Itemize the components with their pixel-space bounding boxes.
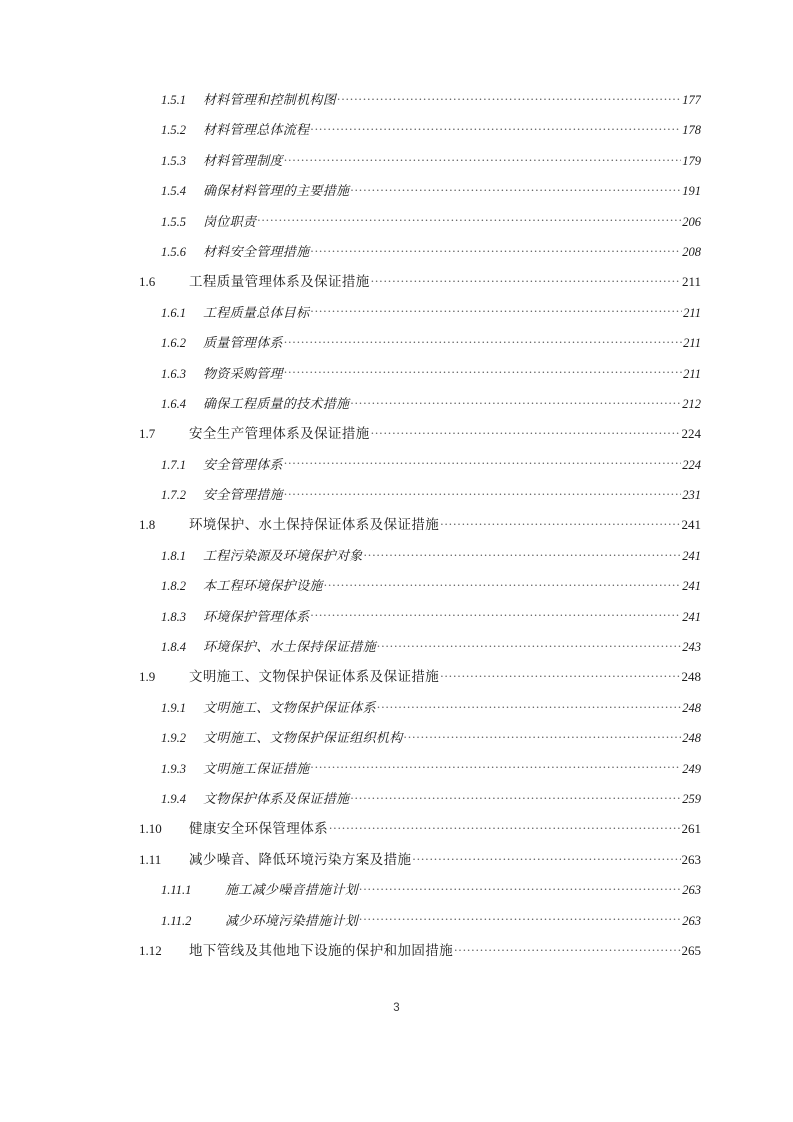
toc-entry[interactable] (139, 757, 701, 787)
toc-entry-page-number: 263 (682, 883, 701, 898)
toc-dot-leader (257, 210, 681, 226)
toc-entry-page-number: 248 (682, 700, 701, 715)
toc-entry[interactable] (139, 270, 701, 300)
toc-entry[interactable] (139, 817, 701, 847)
toc-entry-title: 工程质量总体目标 (203, 304, 310, 320)
toc-entry-number: 1.6 (139, 274, 156, 290)
toc-entry[interactable] (139, 787, 701, 817)
toc-entry-title: 安全生产管理体系及保证措施 (189, 426, 370, 442)
toc-entry-title: 材料管理总体流程 (203, 122, 310, 138)
toc-entry-title: 岗位职责 (203, 213, 257, 229)
toc-dot-leader (284, 453, 681, 469)
toc-entry-number: 1.9 (139, 669, 156, 685)
toc-dot-leader (350, 787, 681, 803)
toc-entry-title: 文明施工、文物保护保证体系 (203, 699, 376, 715)
toc-entry-title: 材料管理制度 (203, 152, 283, 168)
toc-entry-number: 1.9.3 (161, 761, 186, 776)
toc-entry[interactable] (139, 574, 701, 604)
toc-entry[interactable] (139, 939, 701, 969)
toc-entry-page-number: 259 (682, 791, 701, 806)
toc-entry[interactable] (139, 362, 701, 392)
toc-entry-number: 1.8 (139, 517, 156, 533)
toc-entry-number: 1.9.4 (161, 791, 186, 806)
toc-entry-page-number: 211 (683, 336, 701, 351)
toc-entry[interactable] (139, 848, 701, 878)
toc-dot-leader (454, 939, 680, 955)
toc-entry-page-number: 208 (682, 244, 701, 259)
toc-dot-leader (310, 757, 681, 773)
toc-entry[interactable] (139, 88, 701, 118)
toc-entry[interactable] (139, 909, 701, 939)
toc-dot-leader (310, 118, 681, 134)
toc-entry[interactable] (139, 392, 701, 422)
toc-entry-number: 1.6.1 (161, 305, 186, 320)
toc-entry-page-number: 241 (681, 517, 701, 533)
toc-entry[interactable] (139, 240, 701, 270)
toc-entry-page-number: 179 (682, 153, 701, 168)
toc-dot-leader (284, 362, 682, 378)
toc-entry-number: 1.6.3 (161, 366, 186, 381)
toc-entry-title: 文明施工、文物保护保证组织机构 (203, 730, 403, 746)
toc-entry[interactable] (139, 878, 701, 908)
toc-entry-title: 地下管线及其他地下设施的保护和加固措施 (189, 942, 454, 958)
toc-entry-page-number: 211 (681, 274, 701, 290)
toc-entry-page-number: 241 (682, 548, 701, 563)
toc-entry-title: 减少环境污染措施计划 (225, 912, 359, 928)
toc-entry-title: 工程污染源及环境保护对象 (203, 547, 363, 563)
toc-entry-page-number: 249 (682, 761, 701, 776)
toc-entry-title: 环境保护、水土保持保证体系及保证措施 (189, 517, 440, 533)
toc-entry[interactable] (139, 118, 701, 148)
toc-dot-leader (284, 331, 682, 347)
toc-entry-page-number: 248 (682, 731, 701, 746)
toc-entry-page-number: 212 (682, 396, 701, 411)
toc-entry-page-number: 211 (683, 366, 701, 381)
toc-dot-leader (440, 665, 680, 681)
table-of-contents (139, 88, 701, 969)
toc-entry-number: 1.6.2 (161, 336, 186, 351)
toc-entry[interactable] (139, 210, 701, 240)
toc-entry-number: 1.5.1 (161, 93, 186, 107)
toc-entry-page-number: 191 (682, 184, 701, 199)
toc-entry-number: 1.8.1 (161, 548, 186, 563)
toc-entry-title: 施工减少噪音措施计划 (225, 882, 359, 898)
toc-entry-page-number: 263 (681, 851, 701, 867)
toc-entry-page-number: 231 (682, 488, 701, 503)
toc-entry-page-number: 241 (682, 579, 701, 594)
toc-entry[interactable] (139, 696, 701, 726)
toc-entry-number: 1.7.2 (161, 488, 186, 503)
toc-entry-title: 安全管理措施 (203, 487, 283, 503)
toc-dot-leader (310, 240, 681, 256)
toc-entry-title: 环境保护管理体系 (203, 608, 310, 624)
toc-entry-number: 1.9.1 (161, 700, 186, 715)
toc-entry-title: 减少噪音、降低环境污染方案及措施 (189, 851, 412, 867)
toc-entry-number: 1.5.2 (161, 123, 186, 138)
toc-entry-title: 物资采购管理 (203, 365, 283, 381)
toc-entry-number: 1.6.4 (161, 396, 186, 411)
toc-dot-leader (359, 909, 681, 925)
toc-entry-title: 材料安全管理措施 (203, 243, 310, 259)
toc-dot-leader (412, 848, 680, 864)
toc-entry-page-number: 224 (681, 426, 701, 442)
toc-entry-title: 质量管理体系 (203, 335, 283, 351)
toc-entry[interactable] (139, 331, 701, 361)
toc-entry[interactable] (139, 605, 701, 635)
toc-entry[interactable] (139, 301, 701, 331)
toc-entry-title: 工程质量管理体系及保证措施 (189, 274, 370, 290)
toc-dot-leader (404, 726, 682, 742)
toc-entry-page-number: 241 (682, 609, 701, 624)
toc-entry[interactable] (139, 483, 701, 513)
toc-entry-number: 1.5.3 (161, 153, 186, 168)
toc-entry-page-number: 206 (682, 214, 701, 229)
toc-entry-number: 1.8.4 (161, 640, 186, 655)
toc-entry-page-number: 224 (682, 457, 701, 472)
toc-dot-leader (310, 605, 681, 621)
toc-entry-page-number: 263 (682, 913, 701, 928)
toc-entry-number: 1.8.2 (161, 579, 186, 594)
toc-entry-number: 1.11.2 (161, 913, 192, 928)
toc-entry-number: 1.12 (139, 942, 162, 958)
toc-entry-number: 1.7.1 (161, 457, 186, 472)
toc-entry-title: 文明施工、文物保护保证体系及保证措施 (189, 669, 440, 685)
toc-entry-title: 确保材料管理的主要措施 (203, 183, 350, 199)
toc-entry-number: 1.5.6 (161, 244, 186, 259)
toc-dot-leader (377, 696, 681, 712)
toc-dot-leader (371, 270, 681, 286)
toc-entry-page-number: 261 (681, 821, 701, 837)
toc-dot-leader (359, 878, 681, 894)
toc-entry-page-number: 211 (683, 305, 701, 320)
toc-entry[interactable] (139, 422, 701, 452)
toc-dot-leader (440, 513, 680, 529)
toc-dot-leader (329, 817, 681, 833)
toc-entry-title: 本工程环境保护设施 (203, 578, 323, 594)
toc-entry-title: 确保工程质量的技术措施 (203, 395, 350, 411)
toc-entry-title: 材料管理和控制机构图 (203, 92, 337, 107)
toc-entry-title: 文物保护体系及保证措施 (203, 790, 350, 806)
toc-entry-page-number: 248 (681, 669, 701, 685)
toc-entry-number: 1.7 (139, 426, 156, 442)
toc-entry-page-number: 178 (682, 123, 701, 138)
toc-dot-leader (284, 483, 681, 499)
toc-entry[interactable] (139, 665, 701, 695)
toc-entry-number: 1.8.3 (161, 609, 186, 624)
toc-entry[interactable] (139, 726, 701, 756)
toc-dot-leader (337, 88, 681, 104)
toc-entry[interactable] (139, 149, 701, 179)
toc-dot-leader (350, 179, 681, 195)
toc-dot-leader (364, 544, 682, 560)
toc-entry[interactable] (139, 544, 701, 574)
toc-entry[interactable] (139, 453, 701, 483)
toc-dot-leader (310, 301, 682, 317)
toc-entry-page-number: 243 (682, 640, 701, 655)
toc-entry-number: 1.10 (139, 821, 162, 837)
toc-entry[interactable] (139, 635, 701, 665)
toc-entry-number: 1.11.1 (161, 883, 192, 898)
toc-entry-number: 1.11 (139, 851, 162, 867)
toc-dot-leader (371, 422, 681, 438)
toc-dot-leader (324, 574, 682, 590)
toc-dot-leader (350, 392, 681, 408)
toc-entry[interactable] (139, 179, 701, 209)
toc-entry-title: 文明施工保证措施 (203, 760, 310, 776)
page-number-footer: 3 (393, 1002, 400, 1014)
toc-entry-title: 安全管理体系 (203, 456, 283, 472)
toc-entry[interactable] (139, 513, 701, 543)
toc-entry-number: 1.5.5 (161, 214, 186, 229)
toc-entry-page-number: 177 (682, 93, 701, 107)
toc-entry-title: 健康安全环保管理体系 (189, 821, 328, 837)
toc-entry-title: 环境保护、水土保持保证措施 (203, 639, 376, 655)
toc-dot-leader (284, 149, 681, 165)
toc-entry-number: 1.9.2 (161, 731, 186, 746)
toc-dot-leader (377, 635, 681, 651)
toc-entry-number: 1.5.4 (161, 184, 186, 199)
toc-entry-page-number: 265 (681, 942, 701, 958)
